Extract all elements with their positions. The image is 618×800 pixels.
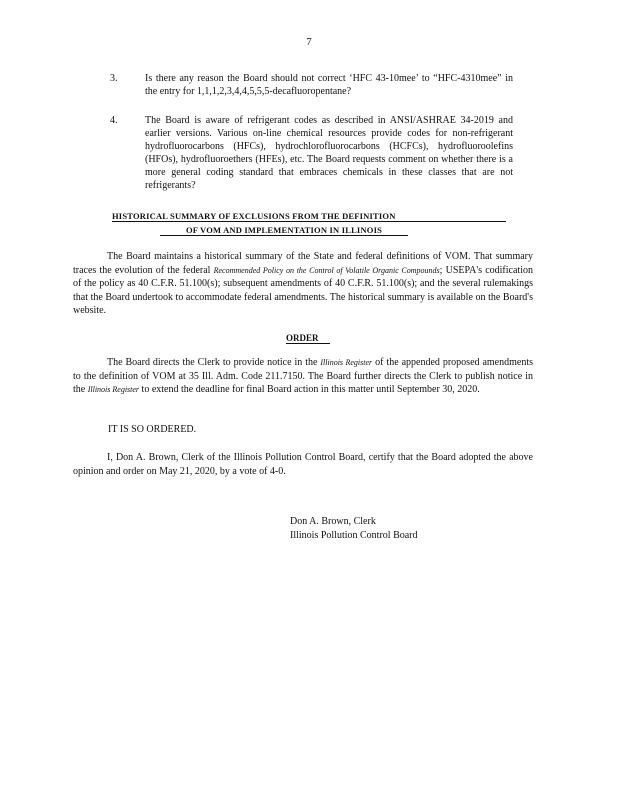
order-heading: ORDER bbox=[286, 333, 330, 344]
order-text-part2: of the appended proposed amendments to the definition of VOM at 35 Ill. Adm. Code 211.7150. The Board further directs the Clerk to publish notice in the bbox=[73, 357, 534, 395]
illinois-register-ref-1: Illinois Register bbox=[320, 358, 373, 367]
historical-heading-line1: HISTORICAL SUMMARY OF EXCLUSIONS FROM THE DEFINITION bbox=[112, 211, 506, 222]
certification-text: I, Don A. Brown, Clerk of the Illinois Pollution Control Board, certify that the Board adopted the above opinion and order on May 21, 2020, by a vote of 4-0. bbox=[73, 452, 533, 477]
signature-org: Illinois Pollution Control Board bbox=[290, 530, 418, 541]
historical-heading-line2: OF VOM AND IMPLEMENTATION IN ILLINOIS bbox=[160, 225, 408, 236]
question-number: 3. bbox=[110, 73, 118, 84]
question-text: Is there any reason the Board should not correct ‘HFC 43-10mee’ to “HFC-4310mee” in the entry for 1,1,1,2,3,4,4,5,5,5-decafluoropentane? bbox=[145, 73, 513, 97]
order-text-part3: to extend the deadline for final Board action in this matter until September 30, 2020. bbox=[139, 384, 480, 395]
question-text: The Board is aware of refrigerant codes as described in ANSI/ASHRAE 34-2019 and earlier versions. Various on-line chemical resources provide codes for non-refrigerant hydrofluorocarbons (HFCs), hydrochlorofluorocarbons (HCFCs), hydrofluoroolefins (HFOs), hydrofluoroethers (HFEs), etc. The Board requests comment on whether there is a more general coding standard that embraces chemicals in these classes that are not refrigerants? bbox=[145, 115, 513, 191]
signature-name: Don A. Brown, Clerk bbox=[290, 516, 376, 527]
page-number: 7 bbox=[306, 36, 312, 48]
so-ordered: IT IS SO ORDERED. bbox=[108, 424, 197, 435]
historical-text-part2: ; USEPA's codification of the policy as 40 C.F.R. 51.100(s); subsequent amendments of 40 C.F.R. 51.100(s); and the several rulemakings that the Board undertook to accommodate federal amendments. The historical summary is available on the Board's website. bbox=[73, 264, 533, 316]
historical-text-part1: The Board maintains a historical summary of the State and federal definitions of VOM. That summary traces the evolution of the federal bbox=[73, 251, 533, 276]
historical-paragraph bbox=[73, 250, 533, 318]
question-number: 4. bbox=[110, 115, 118, 126]
order-text-part1: The Board directs the Clerk to provide notice in the bbox=[107, 357, 321, 368]
illinois-register-ref-2: Illinois Register bbox=[87, 385, 140, 394]
policy-title: Recommended Policy on the Control of Volatile Organic Compounds bbox=[213, 265, 440, 275]
order-paragraph bbox=[73, 356, 533, 397]
certification-paragraph bbox=[73, 451, 533, 478]
